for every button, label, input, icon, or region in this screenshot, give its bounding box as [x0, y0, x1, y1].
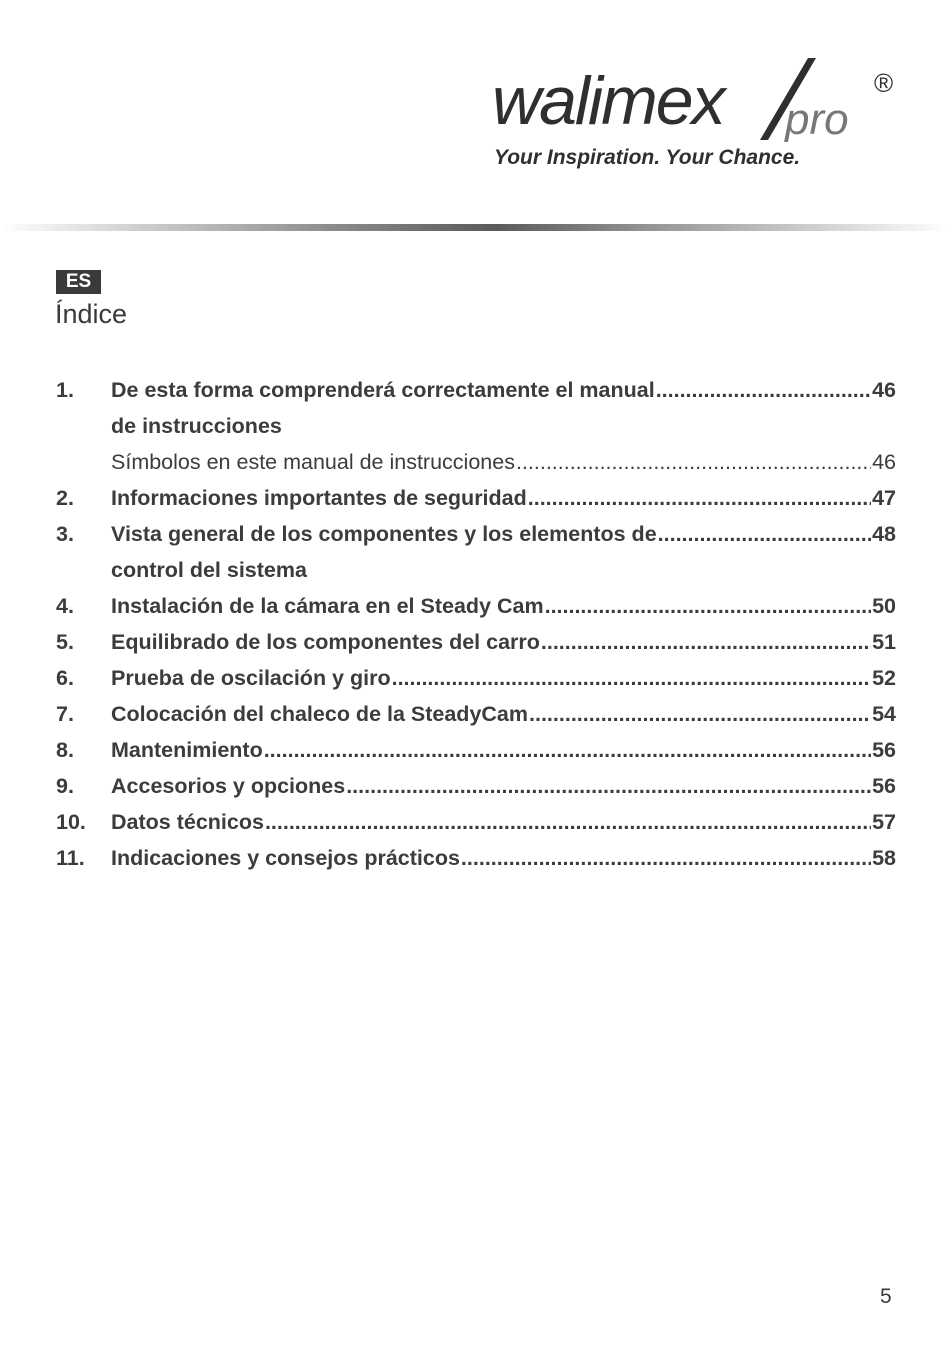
language-badge: ES: [56, 270, 101, 294]
toc-page: 58: [872, 846, 896, 870]
toc-label: Prueba de oscilación y giro: [111, 666, 391, 690]
toc-entry[interactable]: [56, 624, 896, 660]
page-title: Índice: [55, 299, 128, 329]
toc-leader: [346, 768, 871, 804]
toc-leader: [529, 696, 871, 732]
toc-page: 56: [872, 738, 896, 762]
toc-entry[interactable]: [56, 372, 896, 408]
toc-entry[interactable]: [56, 804, 896, 840]
toc-label: Mantenimiento: [111, 738, 263, 762]
toc-label: Informaciones importantes de seguridad: [111, 486, 527, 510]
toc-entry-continuation: control del sistema: [111, 558, 307, 582]
brand-tagline: Your Inspiration. Your Chance.: [494, 146, 801, 169]
walimex-pro-logo: [490, 52, 900, 142]
toc-number: 11.: [56, 846, 85, 870]
toc-label: Accesorios y opciones: [111, 774, 346, 798]
toc-page: 54: [872, 702, 896, 726]
toc-label: Vista general de los componentes y los elementos de: [111, 522, 657, 546]
toc-entry[interactable]: [56, 516, 896, 552]
toc-page: 48: [872, 522, 896, 546]
toc-number: 4.: [56, 594, 74, 618]
toc-entry[interactable]: [56, 696, 896, 732]
toc-page: 51: [872, 630, 896, 654]
header-divider: [0, 224, 950, 231]
toc-leader: [545, 588, 871, 624]
toc-leader: [392, 660, 871, 696]
toc-page: 47: [872, 486, 896, 510]
toc-entry[interactable]: [56, 588, 896, 624]
toc-entry[interactable]: [56, 660, 896, 696]
toc-page: 56: [872, 774, 896, 798]
toc-leader: [264, 732, 871, 768]
toc-entry[interactable]: [56, 768, 896, 804]
toc-page: 46: [872, 378, 896, 402]
registered-mark: ®: [874, 68, 894, 98]
toc-entry[interactable]: [56, 732, 896, 768]
brand-suffix: pro: [785, 95, 849, 142]
toc-page: 46: [872, 450, 896, 474]
toc-label: De esta forma comprenderá correctamente el manual: [111, 378, 655, 402]
toc-number: 2.: [56, 486, 74, 510]
toc-number: 9.: [56, 774, 74, 798]
toc-number: 5.: [56, 630, 74, 654]
toc-leader: [461, 840, 871, 876]
toc-leader: [541, 624, 871, 660]
toc-leader: [656, 372, 871, 408]
toc-subentry[interactable]: [56, 444, 896, 480]
toc-leader: [265, 804, 871, 840]
page-number: 5: [880, 1285, 892, 1308]
toc-number: 7.: [56, 702, 74, 726]
toc-label: Indicaciones y consejos prácticos: [111, 846, 460, 870]
toc-leader: [658, 516, 871, 552]
toc-label: Colocación del chaleco de la SteadyCam: [111, 702, 529, 726]
toc-page: 52: [872, 666, 896, 690]
toc-number: 6.: [56, 666, 74, 690]
brand-name: walimex: [492, 63, 724, 139]
toc-leader: [516, 444, 871, 480]
toc-number: 8.: [56, 738, 74, 762]
toc-number: 3.: [56, 522, 74, 546]
toc-entry[interactable]: [56, 480, 896, 516]
toc-leader: [528, 480, 871, 516]
toc-page: 50: [872, 594, 896, 618]
toc-label: Equilibrado de los componentes del carro: [111, 630, 540, 654]
toc-number: 10.: [56, 810, 86, 834]
toc-number: 1.: [56, 378, 74, 402]
toc-page: 57: [872, 810, 896, 834]
toc-label: Datos técnicos: [111, 810, 264, 834]
toc-label: Instalación de la cámara en el Steady Cam: [111, 594, 544, 618]
toc-entry[interactable]: [56, 840, 896, 876]
toc-entry-continuation: de instrucciones: [111, 414, 282, 438]
table-of-contents: [56, 372, 896, 876]
toc-label: Símbolos en este manual de instrucciones: [111, 450, 515, 474]
